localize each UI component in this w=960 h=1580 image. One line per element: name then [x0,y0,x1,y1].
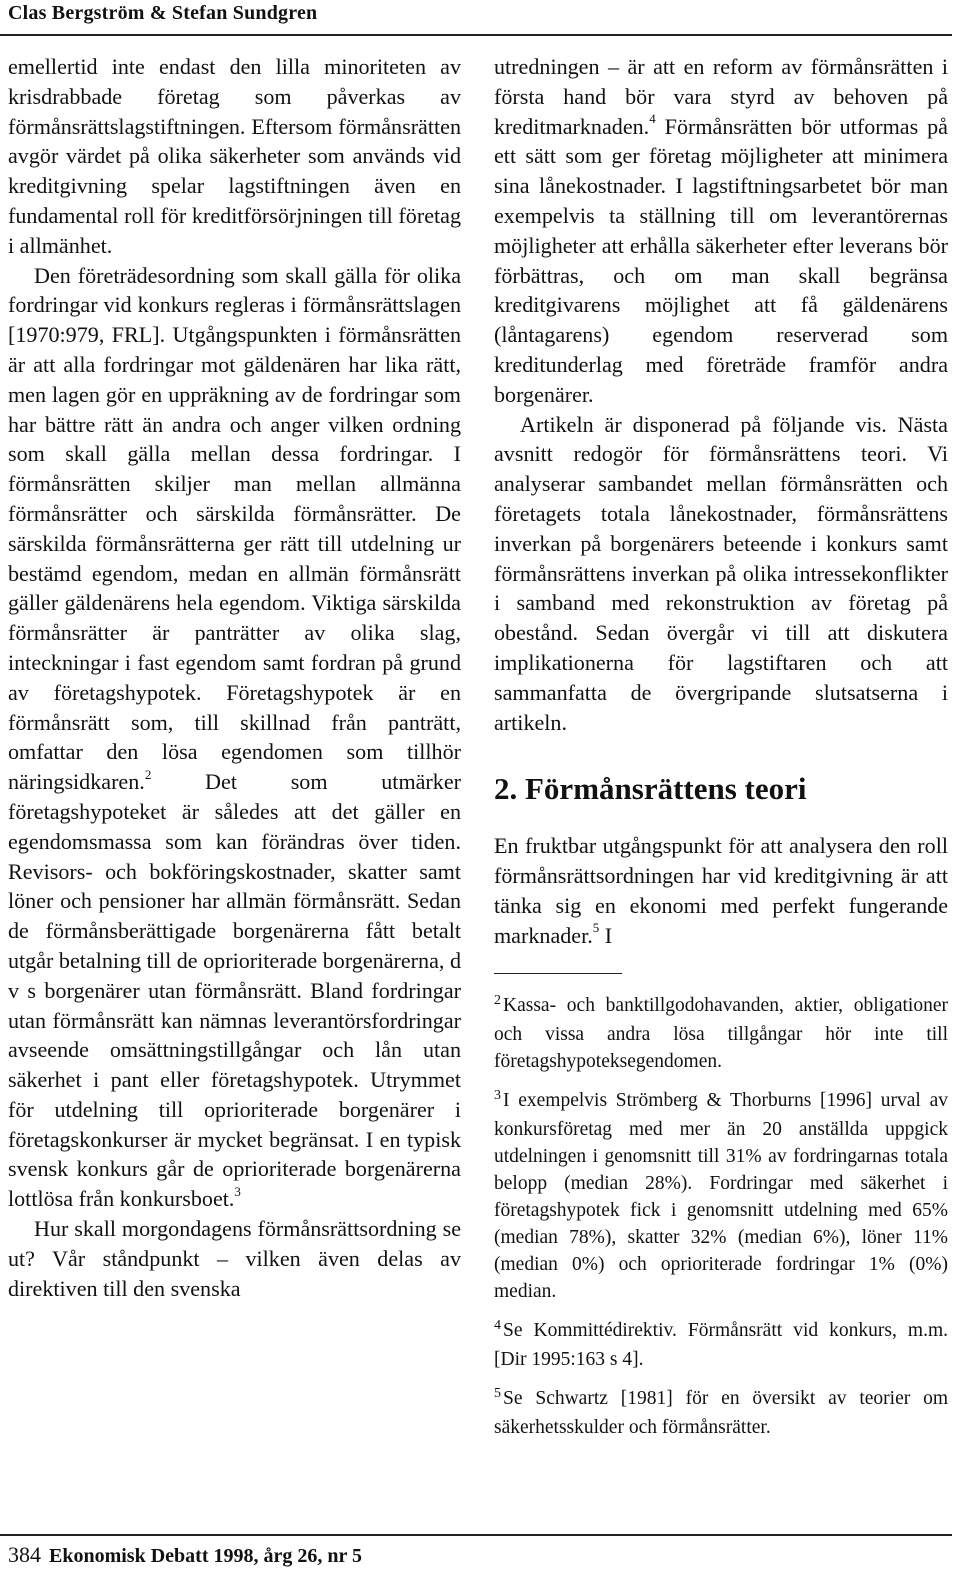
footnote [494,1087,948,1305]
footnote-text: Se Kommittédirektiv. Förmånsrätt vid konkurs, m.m. [Dir 1995:163 s 4]. [494,1319,948,1370]
page-footer [8,1542,362,1568]
header-rule [0,34,952,36]
journal-citation: Ekonomisk Debatt 1998, årg 26, nr 5 [49,1545,362,1567]
footnote-ref: 3 [234,1183,241,1199]
footnote-number: 4 [494,1317,501,1333]
paragraph-text: utredningen – är att en reform av förmånsrätten i första hand bör vara styrd av behoven på kreditmarknaden. [494,54,948,139]
footnote-text: Se Schwartz [1981] för en översikt av teorier om säkerhetsskulder och förmånsrätter. [494,1387,948,1438]
paragraph [494,52,948,410]
paragraph-text: Det som utmärker företagshypoteket är således att det gäller en egendomsmassa som kan förändras över tiden. Revisors- och bokföringskostnader, skatter samt löner och pensioner har allmän förmånsrätt. Sedan de förmånsberättigade borgenärerna fått betalt utgår betalning till de oprioriterade borgenärerna, d v s borgenärer utan förmånsrätt. Bland fordringar utan förmånsrätt kan nämnas leverantörsfordringar avseende omsättningstillgångar och lån utan säkerhet i pant eller företagshypotek. Utrymmet för utdelning till oprioriterade borgenärer i företagskonkurser är mycket begränsat. I en typisk svensk konkurs går de oprioriterade borgenärerna lottlösa från konkursboet. [8,769,461,1212]
paragraph-text: Förmånsrätten bör utformas på ett sätt som ger företag möjligheter att minimera sina lånekostnader. I lagstiftningsarbetet bör man exempelvis ta ställning till om leverantörernas möjligheter att erhålla säkerheter efter leverans bör förbättras, och om man skall begränsa kreditgivarens möjlighet att få gäldenärens (låntagarens) egendom reserverad som kreditunderlag med företräde framför andra borgenärer. [494,113,948,407]
paragraph: emellertid inte endast den lilla minoriteten av krisdrabbade företag som påverkas av förmånsrättslagstiftningen. Eftersom förmånsrätten avgör värdet på olika säkerheter som används vid kreditgivning spelar lagstiftningen även en fundamental roll för kreditförsörjningen till företag i allmänhet. [8,54,461,258]
paragraph: Artikeln är disponerad på följande vis. Nästa avsnitt redogör för förmånsrättens teori. Vi analyserar sambandet mellan förmånsrätten och företagets totala lånekostnader, förmånsrättens inverkan på borgenärers beteende i konkurs samt förmånsrättens inverkan på olika intressekonflikter i samband med rekonstruktion av företag på obestånd. Sedan övergår vi till att diskutera implikationerna för lagstiftaren och att sammanfatta de övergripande slutsatserna i artikeln. [494,411,948,735]
footnote [494,1317,948,1373]
paragraph [8,261,461,1215]
footnote-ref: 5 [592,920,600,936]
footnote-ref: 2 [144,766,152,782]
footer-rule [0,1534,952,1536]
left-column [8,52,461,1303]
footnote-ref: 4 [649,111,656,127]
footnote [494,1385,948,1441]
paragraph-text: En fruktbar utgångspunkt för att analysera den roll förmånsrättsordningen har vid kreditgivning är att tänka sig en ekonomi med perfekt fungerande marknader. [494,833,948,948]
running-head-authors: Clas Bergström & Stefan Sundgren [8,2,318,24]
footnote-number: 3 [494,1087,501,1103]
paragraph [494,831,948,950]
footnote-number: 5 [494,1385,501,1401]
paragraph: Hur skall morgondagens förmånsrättsordning se ut? Vår ståndpunkt – vilken även delas av direktiven till den svenska [8,1216,461,1301]
page-number: 384 [8,1542,41,1567]
footnote-text: Kassa- och banktillgodohavanden, aktier, obligationer och vissa andra lösa tillgångar hör inte till företagshypoteksegendomen. [494,994,948,1072]
right-column [494,52,948,1453]
footnote-rule [494,973,622,974]
paragraph-text: Den företrädesordning som skall gälla för olika fordringar vid konkurs regleras i förmånsrättslagen [1970:979, FRL]. Utgångspunkten i förmånsrätten är att alla fordringar mot gäldenären har lika rätt, men lagen gör en uppräkning av de fordringar som har bättre rätt än andra och anger vilken ordning som skall gälla mellan dessa fordringar. I förmånsrätten skiljer man mellan allmänna förmånsrätter och särskilda förmånsrätter. De särskilda förmånsrätterna ger rätt till utdelning ur bestämd egendom, medan en allmän förmånsrätt gäller gäldenärens hela egendom. Viktiga särskilda förmånsrätter är panträtter av olika slag, inteckningar i fast egendom samt fordran på grund av företagshypotek. Företagshypotek är en förmånsrätt som, till skillnad från panträtt, omfattar den lösa egendomen som tillhör näringsidkaren. [8,262,461,795]
footnote-number: 2 [494,992,501,1008]
section-heading: 2. Förmånsrättens teori [494,771,807,807]
footnotes [494,992,948,1441]
footnote [494,992,948,1075]
paragraph-text: I [599,922,613,948]
footnote-text: I exempelvis Strömberg & Thorburns [1996] urval av konkursföretag med mer än 20 anställda uppgick utdelningen i genomsnitt till 31% av fordringarnas totala belopp (median 28%). Fordringar med säkerhet i företagshypotek fick i genomsnitt utdelning med 65% (median 78%), skatter 32% (median 6%), löner 11% (median 0%) och oprioriterade fordringar 1% (0%) median. [494,1089,948,1302]
